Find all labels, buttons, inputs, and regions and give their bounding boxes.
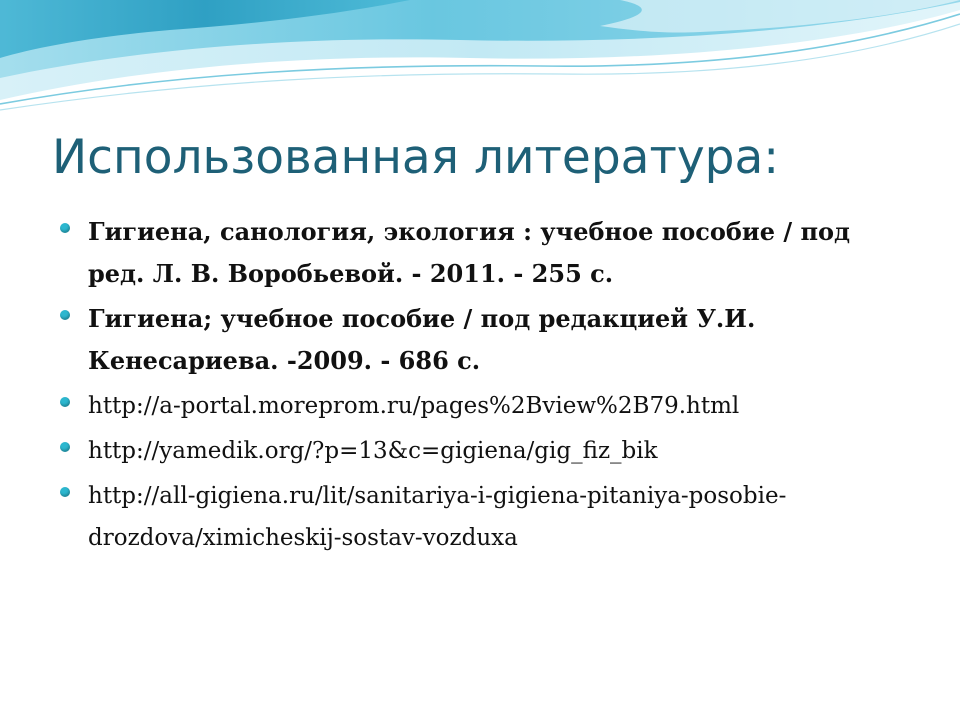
bullet-icon [60, 397, 70, 407]
reference-link[interactable]: http://all-gigiena.ru/lit/sanitariya-i-gigiena-pitaniya-posobie-drozdova/ximicheskij-sostav-vozduxa [88, 483, 787, 551]
header-wave-decoration [0, 0, 960, 120]
bullet-icon [60, 487, 70, 497]
reference-item [60, 475, 880, 559]
reference-item [60, 385, 880, 427]
reference-link[interactable]: http://a-portal.moreprom.ru/pages%2Bview%2B79.html [88, 393, 740, 419]
reference-list [60, 211, 880, 562]
reference-item [60, 430, 880, 472]
slide-title: Использованная литература: [52, 130, 780, 185]
reference-text: Гигиена, санология, экология : учебное пособие / под ред. Л. В. Воробьевой. - 2011. - 255 с. [88, 217, 851, 288]
reference-link[interactable]: http://yamedik.org/?p=13&c=gigiena/gig_fiz_bik [88, 438, 658, 464]
bullet-icon [60, 310, 70, 320]
reference-item [60, 211, 880, 295]
bullet-icon [60, 223, 70, 233]
reference-item [60, 298, 880, 382]
bullet-icon [60, 442, 70, 452]
reference-text: Гигиена; учебное пособие / под редакцией У.И. Кенесариева. -2009. - 686 с. [88, 304, 756, 375]
